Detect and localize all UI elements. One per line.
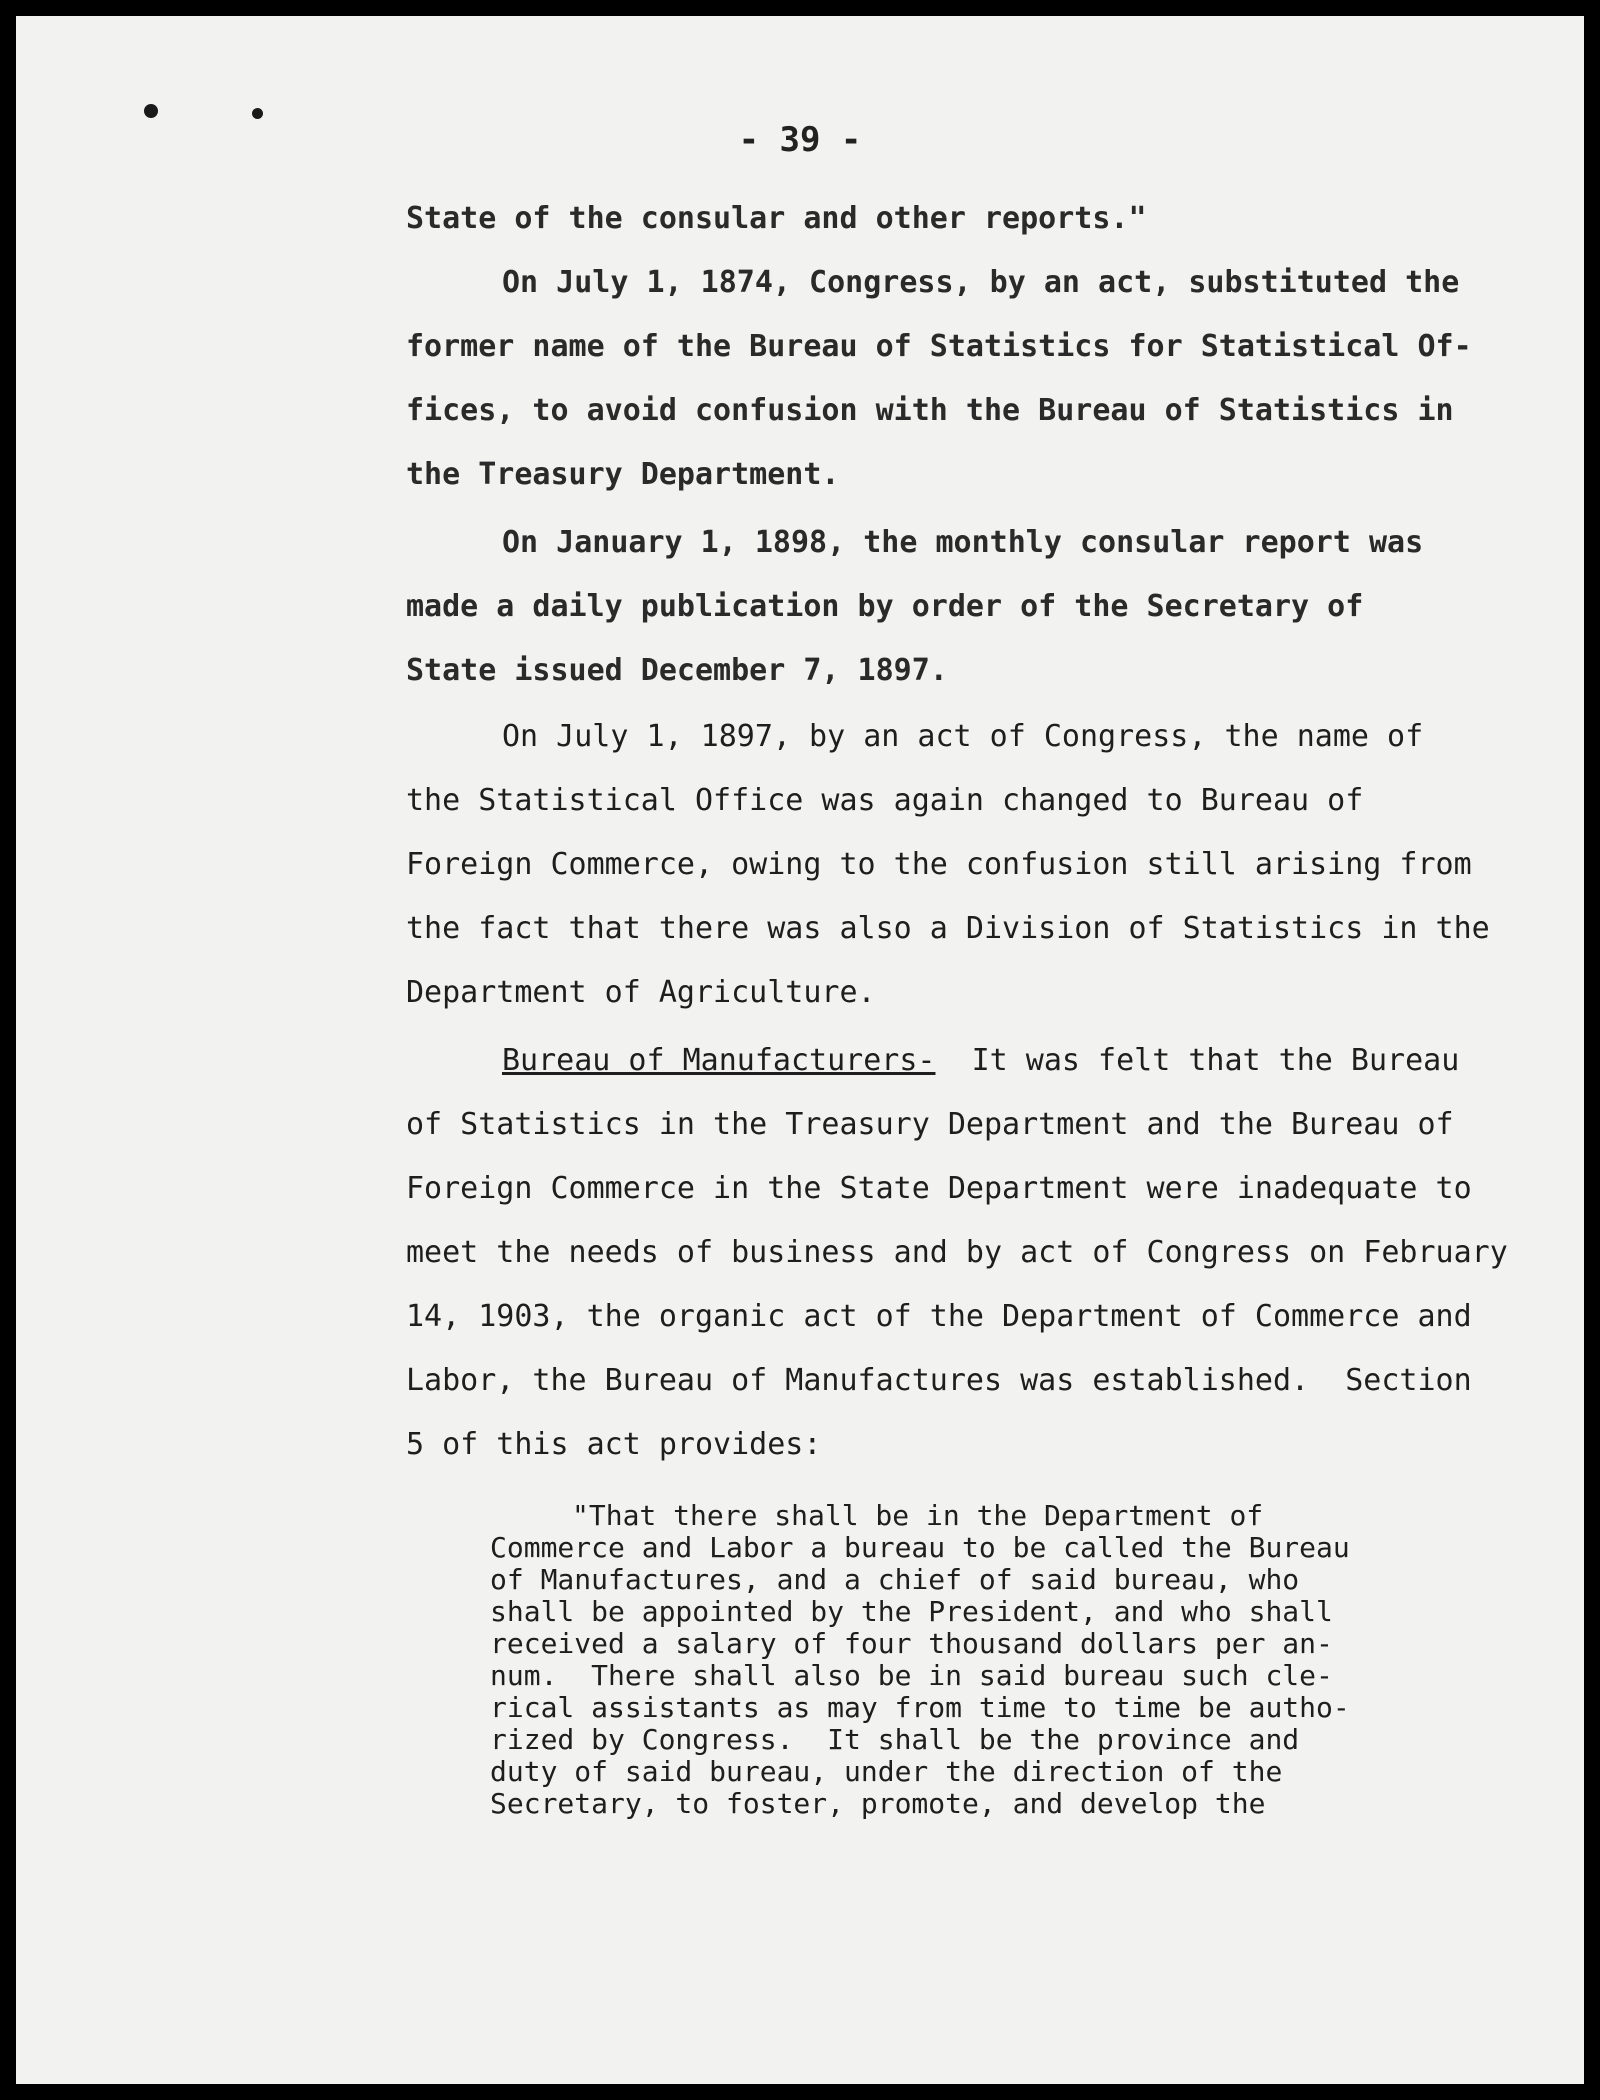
quote-line: num. There shall also be in said bureau such cle- xyxy=(490,1659,1333,1692)
quote-line: of Manufactures, and a chief of said bureau, who xyxy=(490,1563,1300,1596)
section-first-line-text: It was felt that the Bureau xyxy=(935,1043,1460,1078)
section-line: Foreign Commerce in the State Department were inadequate to xyxy=(406,1171,1472,1206)
body-line: Department of Agriculture. xyxy=(406,975,876,1010)
body-line: Foreign Commerce, owing to the confusion still arising from xyxy=(406,847,1472,882)
section-heading: Bureau of Manufacturers- xyxy=(502,1043,936,1078)
section-line: meet the needs of business and by act of Congress on February xyxy=(406,1235,1508,1270)
body-line: the Statistical Office was again changed to Bureau of xyxy=(406,783,1364,818)
body-line: On July 1, 1874, Congress, by an act, substituted the xyxy=(502,265,1460,300)
quote-line: shall be appointed by the President, and who shall xyxy=(490,1595,1333,1628)
quote-line: "That there shall be in the Department of xyxy=(572,1499,1264,1532)
body-line: On January 1, 1898, the monthly consular report was xyxy=(502,525,1424,560)
quote-line: duty of said bureau, under the direction of the xyxy=(490,1755,1283,1788)
body-line: the fact that there was also a Division of Statistics in the xyxy=(406,911,1490,946)
quote-line: rical assistants as may from time to time be autho- xyxy=(490,1691,1350,1724)
body-line: the Treasury Department. xyxy=(406,457,840,492)
document-page xyxy=(16,16,1584,2084)
body-line: On July 1, 1897, by an act of Congress, the name of xyxy=(502,719,1424,754)
quote-line: Secretary, to foster, promote, and develop the xyxy=(490,1787,1266,1820)
punch-mark-2 xyxy=(252,108,263,119)
section-first-line xyxy=(502,1043,1460,1078)
page-number: - 39 - xyxy=(738,120,862,160)
section-line: 5 of this act provides: xyxy=(406,1427,822,1462)
punch-mark-1 xyxy=(144,104,158,118)
body-line: fices, to avoid confusion with the Bureau of Statistics in xyxy=(406,393,1454,428)
body-line: made a daily publication by order of the Secretary of xyxy=(406,589,1364,624)
body-line: former name of the Bureau of Statistics for Statistical Of- xyxy=(406,329,1472,364)
section-line: of Statistics in the Treasury Department and the Bureau of xyxy=(406,1107,1454,1142)
body-line: State of the consular and other reports." xyxy=(406,201,1147,236)
quote-line: rized by Congress. It shall be the province and xyxy=(490,1723,1300,1756)
quote-line: received a salary of four thousand dollars per an- xyxy=(490,1627,1333,1660)
body-line: State issued December 7, 1897. xyxy=(406,653,948,688)
section-line: 14, 1903, the organic act of the Department of Commerce and xyxy=(406,1299,1472,1334)
section-line: Labor, the Bureau of Manufactures was established. Section xyxy=(406,1363,1472,1398)
quote-line: Commerce and Labor a bureau to be called the Bureau xyxy=(490,1531,1350,1564)
